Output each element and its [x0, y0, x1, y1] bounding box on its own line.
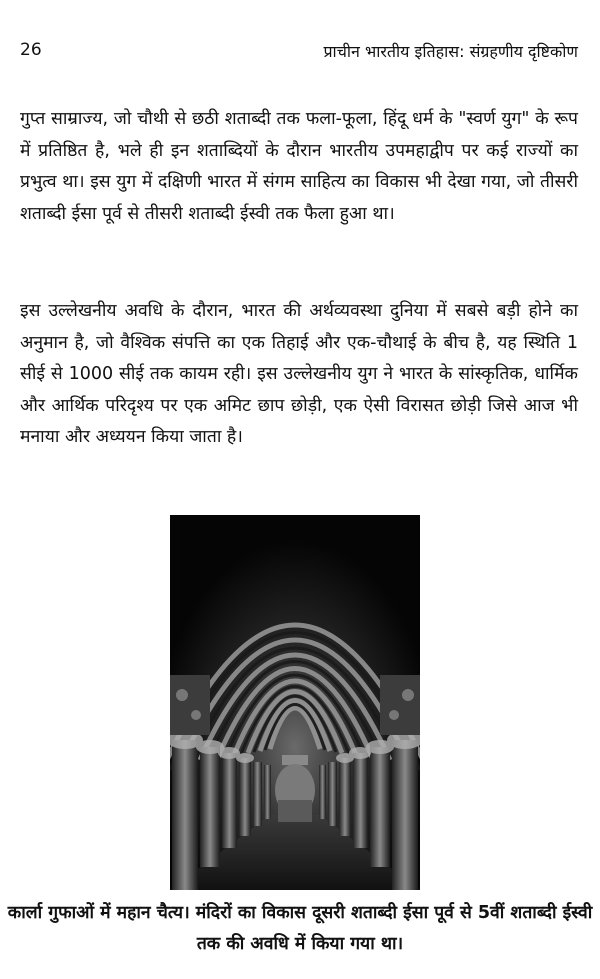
body-paragraph-2: इस उल्लेखनीय अवधि के दौरान, भारत की अर्थव्यवस्था दुनिया में सबसे बड़ी होने का अनुमान है, जो वैश्विक संपत्ति का एक तिहाई और एक-चौथाई के बीच है, यह स्थिति 1 सीई से 1000 सीई तक कायम रही। इस उल्लेखनीय युग ने भारत के सांस्कृतिक, धार्मिक और आर्थिक परिदृश्य पर एक अमिट छाप छोड़ी, एक ऐसी विरासत छोड़ी जिसे आज भी मनाया और अध्ययन किया जाता है।	[20, 301, 578, 447]
cave-photograph	[170, 515, 420, 890]
body-paragraph-1: गुप्त साम्राज्य, जो चौथी से छठी शताब्दी तक फला-फूला, हिंदू धर्म के "स्वर्ण युग" के रूप में प्रतिष्ठित है, भले ही इन शताब्दियों के दौरान भारतीय उपमहाद्वीप पर कई राज्यों का प्रभुत्व था। इस युग में दक्षिणी भारत में संगम साहित्य का विकास भी देखा गया, जो तीसरी शताब्दी ईसा पूर्व से तीसरी शताब्दी ईस्वी तक फैला हुआ था।	[20, 109, 578, 224]
running-header: प्राचीन भारतीय इतिहास: संग्रहणीय दृष्टिकोण	[323, 42, 578, 61]
page-number: 26	[20, 40, 42, 60]
figure-caption: कार्ला गुफाओं में महान चैत्य। मंदिरों का विकास दूसरी शताब्दी ईसा पूर्व से 5वीं शताब्दी ईस्वी तक की अवधि में किया गया था।	[7, 903, 593, 954]
